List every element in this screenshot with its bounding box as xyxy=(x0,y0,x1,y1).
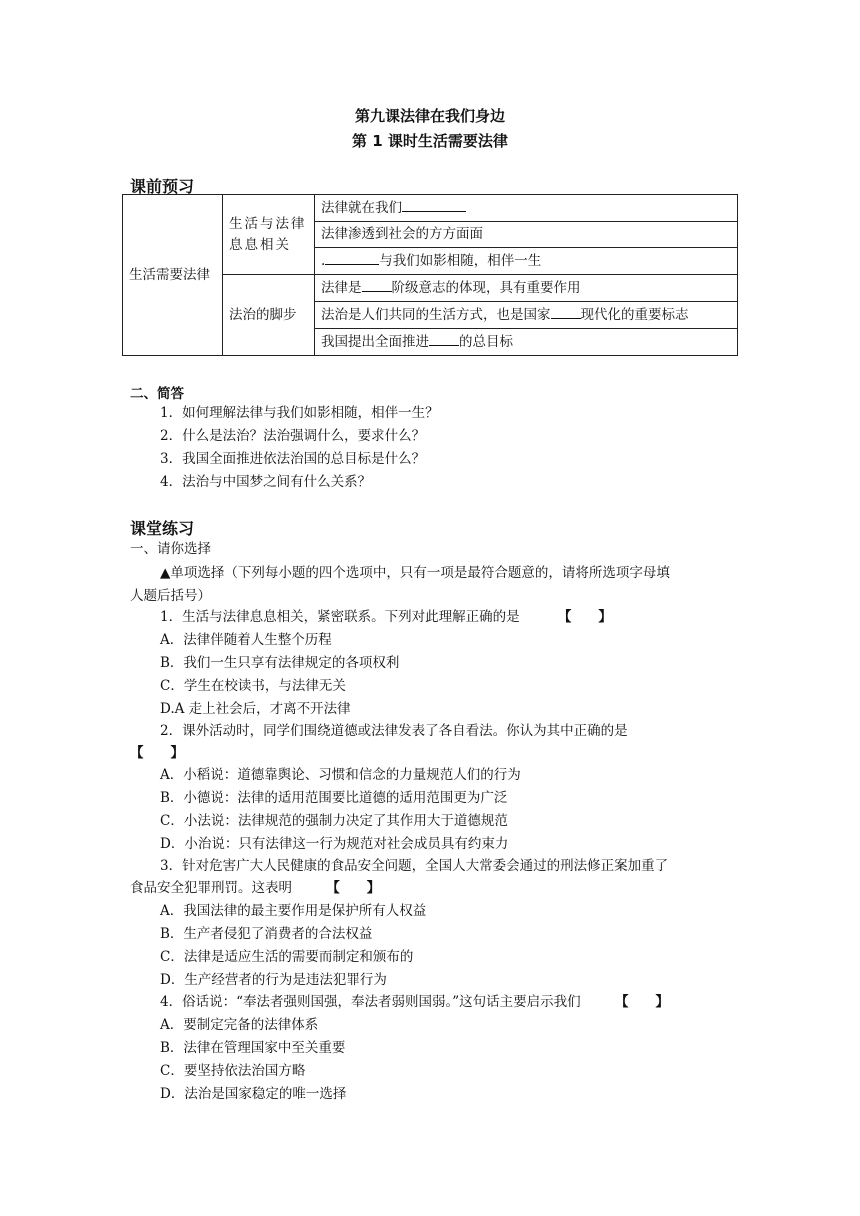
table-cell-text: 我国提出全面推进 xyxy=(321,334,429,350)
instruction-text: 人题后括号） xyxy=(130,588,211,604)
table-row xyxy=(315,329,738,356)
answer-bracket[interactable]: 【 】 xyxy=(130,745,184,761)
list-item: 4．法治与中国梦之间有什么关系？ xyxy=(160,474,372,490)
table-cell-text: 现代化的重要标志 xyxy=(580,307,689,323)
option-item: D．小治说：只有法律这一行为规范对社会成员具有约束力 xyxy=(160,836,509,852)
table-group1-label: 生活与法律息息相关 xyxy=(223,195,315,275)
preview-table xyxy=(122,194,738,356)
question-text: 食品安全犯罪刑罚。这表明 xyxy=(130,880,292,896)
table-row xyxy=(315,222,738,248)
option-item: A．要制定完备的法律体系 xyxy=(160,1017,319,1033)
option-item: D．法治是国家稳定的唯一选择 xyxy=(160,1086,347,1102)
table-group2-label: 法治的脚步 xyxy=(223,275,315,356)
table-cell-text: 法律就在我们 xyxy=(321,200,402,216)
table-cell-prefix: . xyxy=(321,253,326,269)
question-3-stem-cont xyxy=(130,878,380,898)
table-row xyxy=(315,275,738,302)
option-item: B．法律在管理国家中至关重要 xyxy=(160,1040,346,1056)
option-item: B．小德说：法律的适用范围要比道德的适用范围更为广泛 xyxy=(160,790,508,806)
answer-bracket[interactable]: 【 】 xyxy=(614,994,669,1010)
fill-blank[interactable] xyxy=(402,197,466,212)
table-cell-text: 与我们如影相随，相伴一生 xyxy=(379,253,542,269)
short-answer-heading: 二、简答 xyxy=(130,386,184,402)
list-item: 1．如何理解法律与我们如影相随，相伴一生？ xyxy=(160,405,439,421)
list-item: 3．我国全面推进依法治国的总目标是什么？ xyxy=(160,451,426,467)
table-row xyxy=(315,195,738,222)
option-item: C．要坚持依法治国方略 xyxy=(160,1063,306,1079)
option-item: B．我们一生只享有法律规定的各项权利 xyxy=(160,655,400,671)
question-4-stem xyxy=(160,992,669,1012)
question-1-stem xyxy=(160,607,612,627)
option-item: A．我国法律的最主要作用是保护所有人权益 xyxy=(160,903,427,919)
question-text: 4．俗话说：“奉法者强则国强，奉法者弱则国弱。”这句话主要启示我们 xyxy=(160,994,581,1010)
list-item: 2．什么是法治？法治强调什么，要求什么？ xyxy=(160,428,426,444)
table-main-topic: 生活需要法律 xyxy=(123,195,223,356)
table-cell-text: 法律是 xyxy=(321,280,362,296)
preview-heading: 课前预习 xyxy=(130,177,195,196)
fill-blank[interactable] xyxy=(325,250,379,265)
instruction-text: ▲单项选择（下列每小题的四个选项中，只有一项是最符合题意的，请将所选项字母填 xyxy=(160,565,670,581)
table-cell-text: 阶级意志的体现，具有重要作用 xyxy=(391,280,581,296)
option-item: C．小法说：法律规范的强制力决定了其作用大于道德规范 xyxy=(160,813,508,829)
answer-bracket[interactable]: 【 】 xyxy=(557,609,612,625)
practice-subheading: 一、请你选择 xyxy=(130,541,211,557)
option-item: A．法律伴随着人生整个历程 xyxy=(160,632,332,648)
lesson-subtitle: 第 1 课时生活需要法律 xyxy=(352,132,508,150)
fill-blank[interactable] xyxy=(429,331,459,346)
answer-bracket[interactable]: 【 】 xyxy=(326,880,381,896)
table-cell-text: 法治是人们共同的生活方式，也是国家 xyxy=(321,307,551,323)
option-item: B．生产者侵犯了消费者的合法权益 xyxy=(160,926,373,942)
lesson-title: 第九课法律在我们身边 xyxy=(354,107,505,125)
fill-blank[interactable] xyxy=(362,277,392,292)
table-row xyxy=(315,248,738,275)
option-item: D．生产经营者的行为是违法犯罪行为 xyxy=(160,972,387,988)
option-item: C．学生在校读书，与法律无关 xyxy=(160,678,346,694)
option-item: D.A 走上社会后，才离不开法律 xyxy=(160,701,351,717)
question-2-bracket-line xyxy=(130,743,184,763)
question-text: 1．生活与法律息息相关，紧密联系。下列对此理解正确的是 xyxy=(160,609,520,625)
question-2-stem: 2．课外活动时，同学们围绕道德或法律发表了各自看法。你认为其中正确的是 xyxy=(160,723,628,739)
option-item: A．小稻说：道德靠舆论、习惯和信念的力量规范人们的行为 xyxy=(160,767,521,783)
fill-blank[interactable] xyxy=(551,304,581,319)
practice-heading: 课堂练习 xyxy=(130,519,195,538)
table-row xyxy=(315,302,738,329)
question-3-stem: 3．针对危害广大人民健康的食品安全问题，全国人大常委会通过的刑法修正案加重了 xyxy=(160,858,669,874)
table-cell-text: 的总目标 xyxy=(459,334,513,350)
table-cell-text: 法律渗透到社会的方方面面 xyxy=(321,226,483,242)
option-item: C．法律是适应生活的需要而制定和颁布的 xyxy=(160,949,414,965)
